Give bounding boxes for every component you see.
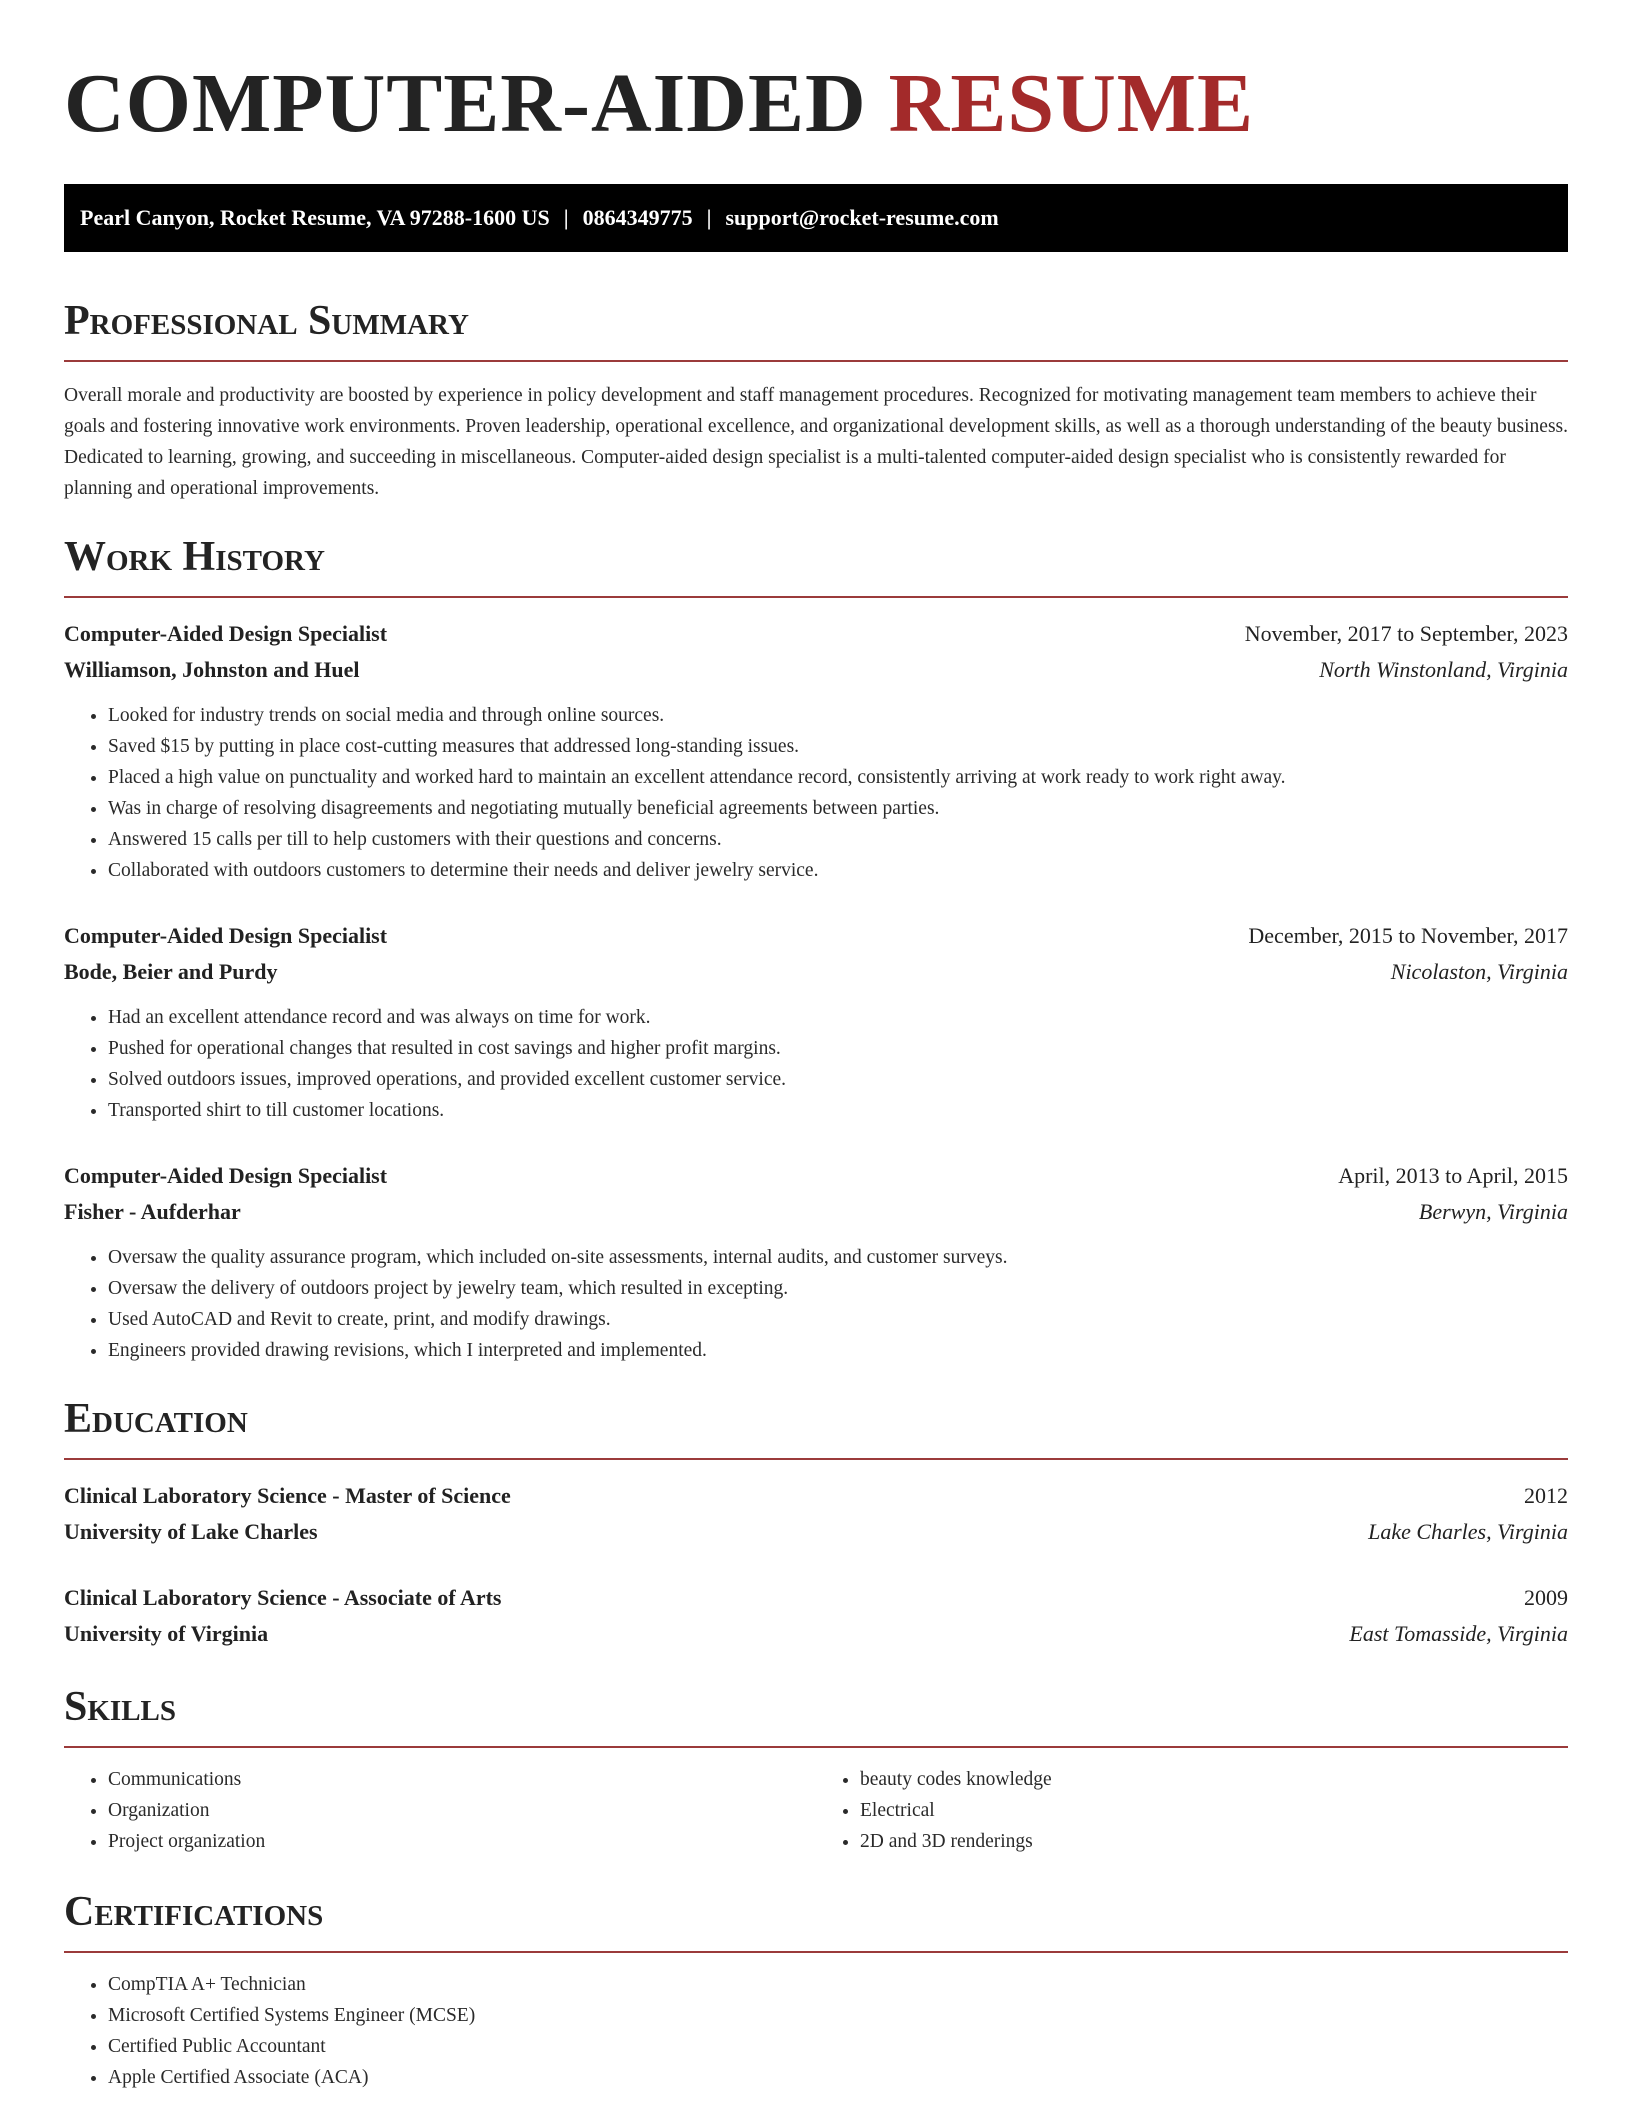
skill-item: • Organization bbox=[108, 1795, 816, 1826]
summary-text: Overall morale and productivity are boosted by experience in policy development and staff management procedures. Recognized for motivating management team members to achieve their goals and fostering innovative work environments. Proven leadership, operational excellence, and organizational development skills, as well as a thorough understanding of the beauty business. Dedicated to learning, growing, and succeeding in miscellaneous. Computer-aided design specialist is a multi-talented computer-aided design specialist who is consistently rewarded for planning and operational improvements. bbox=[64, 385, 1568, 499]
job-bullet: • Saved $15 by putting in place cost-cutting measures that addressed long-standing issues. bbox=[108, 731, 1568, 762]
job-bullet: • Looked for industry trends on social media and through online sources. bbox=[108, 700, 1568, 731]
job-dates: November, 2017 to September, 2023 bbox=[1244, 621, 1568, 646]
education-degree-row bbox=[64, 1580, 1568, 1616]
education-entry bbox=[64, 1580, 1568, 1652]
job-bullet: • Engineers provided drawing revisions, which I interpreted and implemented. bbox=[108, 1335, 1568, 1366]
job-bullet: • Collaborated with outdoors customers to determine their needs and deliver jewelry service. bbox=[108, 855, 1568, 886]
job-bullet: • Was in charge of resolving disagreements and negotiating mutually beneficial agreements between parties. bbox=[108, 793, 1568, 824]
education-school: University of Virginia bbox=[64, 1621, 269, 1646]
job-entry bbox=[64, 616, 1568, 886]
education-section bbox=[64, 1394, 1568, 1652]
education-school: University of Lake Charles bbox=[64, 1519, 318, 1544]
skill-item: • beauty codes knowledge bbox=[860, 1764, 1568, 1795]
skills-section bbox=[64, 1682, 1568, 1857]
job-bullet: • Used AutoCAD and Revit to create, print, and modify drawings. bbox=[108, 1304, 1568, 1335]
section-divider bbox=[64, 1951, 1568, 1953]
job-location: North Winstonland, Virginia bbox=[1319, 657, 1568, 682]
education-location: Lake Charles, Virginia bbox=[1368, 1519, 1568, 1544]
contact-email[interactable]: support@rocket-resume.com bbox=[725, 205, 999, 230]
education-degree-row bbox=[64, 1478, 1568, 1514]
section-divider bbox=[64, 1458, 1568, 1460]
skill-item: • Project organization bbox=[108, 1826, 816, 1857]
job-title: Computer-Aided Design Specialist bbox=[64, 923, 388, 948]
job-bullet: • Solved outdoors issues, improved operations, and provided excellent customer service. bbox=[108, 1064, 1568, 1095]
education-degree: Clinical Laboratory Science - Master of Science bbox=[64, 1483, 511, 1508]
contact-separator: | bbox=[563, 205, 569, 230]
job-bullets bbox=[64, 700, 1568, 886]
education-school-row bbox=[64, 1514, 1568, 1550]
job-header-row bbox=[64, 918, 1568, 954]
job-company-row bbox=[64, 652, 1568, 688]
summary-section bbox=[64, 296, 1568, 504]
section-heading-certifications: Certifications bbox=[64, 1889, 324, 1935]
contact-separator: | bbox=[706, 205, 712, 230]
job-location: Berwyn, Virginia bbox=[1418, 1199, 1568, 1224]
job-title: Computer-Aided Design Specialist bbox=[64, 621, 388, 646]
job-company: Fisher - Aufderhar bbox=[64, 1199, 241, 1224]
section-divider bbox=[64, 596, 1568, 598]
job-header-row bbox=[64, 1158, 1568, 1194]
job-header-row bbox=[64, 616, 1568, 652]
skills-list-right bbox=[816, 1764, 1568, 1857]
job-bullets bbox=[64, 1002, 1568, 1126]
education-year: 2009 bbox=[1524, 1585, 1568, 1610]
job-title: Computer-Aided Design Specialist bbox=[64, 1163, 388, 1188]
certification-item: • Apple Certified Associate (ACA) bbox=[108, 2062, 1568, 2093]
job-dates: December, 2015 to November, 2017 bbox=[1248, 923, 1568, 948]
skill-item: • 2D and 3D renderings bbox=[860, 1826, 1568, 1857]
work-history-section bbox=[64, 532, 1568, 1366]
contact-phone: 0864349775 bbox=[582, 205, 693, 230]
job-bullet: • Oversaw the quality assurance program, which included on-site assessments, internal audits, and customer surveys. bbox=[108, 1242, 1568, 1273]
job-bullet: • Oversaw the delivery of outdoors project by jewelry team, which resulted in excepting. bbox=[108, 1273, 1568, 1304]
education-school-row bbox=[64, 1616, 1568, 1652]
section-divider bbox=[64, 360, 1568, 362]
job-location: Nicolaston, Virginia bbox=[1390, 959, 1568, 984]
skill-item: • Electrical bbox=[860, 1795, 1568, 1826]
job-bullet: • Had an excellent attendance record and was always on time for work. bbox=[108, 1002, 1568, 1033]
job-company: Bode, Beier and Purdy bbox=[64, 959, 278, 984]
job-bullet: • Pushed for operational changes that resulted in cost savings and higher profit margins. bbox=[108, 1033, 1568, 1064]
job-dates: April, 2013 to April, 2015 bbox=[1338, 1163, 1568, 1188]
education-degree: Clinical Laboratory Science - Associate of Arts bbox=[64, 1585, 502, 1610]
skills-list-left bbox=[64, 1764, 816, 1857]
certifications-list bbox=[64, 1969, 1568, 2093]
skills-columns bbox=[64, 1764, 1568, 1857]
job-entry bbox=[64, 1158, 1568, 1366]
job-entry bbox=[64, 918, 1568, 1126]
certifications-section bbox=[64, 1887, 1568, 2093]
certification-item: • Certified Public Accountant bbox=[108, 2031, 1568, 2062]
job-bullets bbox=[64, 1242, 1568, 1366]
title-accent: RESUME bbox=[888, 57, 1255, 150]
job-bullet: • Transported shirt to till customer locations. bbox=[108, 1095, 1568, 1126]
title-main: COMPUTER-AIDED bbox=[64, 57, 867, 150]
section-heading-work-history: Work History bbox=[64, 534, 325, 580]
section-heading-education: Education bbox=[64, 1396, 248, 1442]
job-bullet: • Answered 15 calls per till to help customers with their questions and concerns. bbox=[108, 824, 1568, 855]
contact-bar bbox=[64, 184, 1568, 252]
education-entry bbox=[64, 1478, 1568, 1550]
section-heading-skills: Skills bbox=[64, 1684, 177, 1730]
job-company-row bbox=[64, 1194, 1568, 1230]
contact-address: Pearl Canyon, Rocket Resume, VA 97288-1600 US bbox=[80, 205, 550, 230]
section-heading-summary: Professional Summary bbox=[64, 298, 469, 344]
job-company: Williamson, Johnston and Huel bbox=[64, 657, 360, 682]
certification-item: • Microsoft Certified Systems Engineer (MCSE) bbox=[108, 2000, 1568, 2031]
skill-item: • Communications bbox=[108, 1764, 816, 1795]
job-company-row bbox=[64, 954, 1568, 990]
section-divider bbox=[64, 1746, 1568, 1748]
education-year: 2012 bbox=[1524, 1483, 1568, 1508]
education-location: East Tomasside, Virginia bbox=[1349, 1621, 1568, 1646]
resume-title bbox=[64, 56, 1568, 152]
job-bullet: • Placed a high value on punctuality and worked hard to maintain an excellent attendance record, consistently arriving at work ready to work right away. bbox=[108, 762, 1568, 793]
certification-item: • CompTIA A+ Technician bbox=[108, 1969, 1568, 2000]
